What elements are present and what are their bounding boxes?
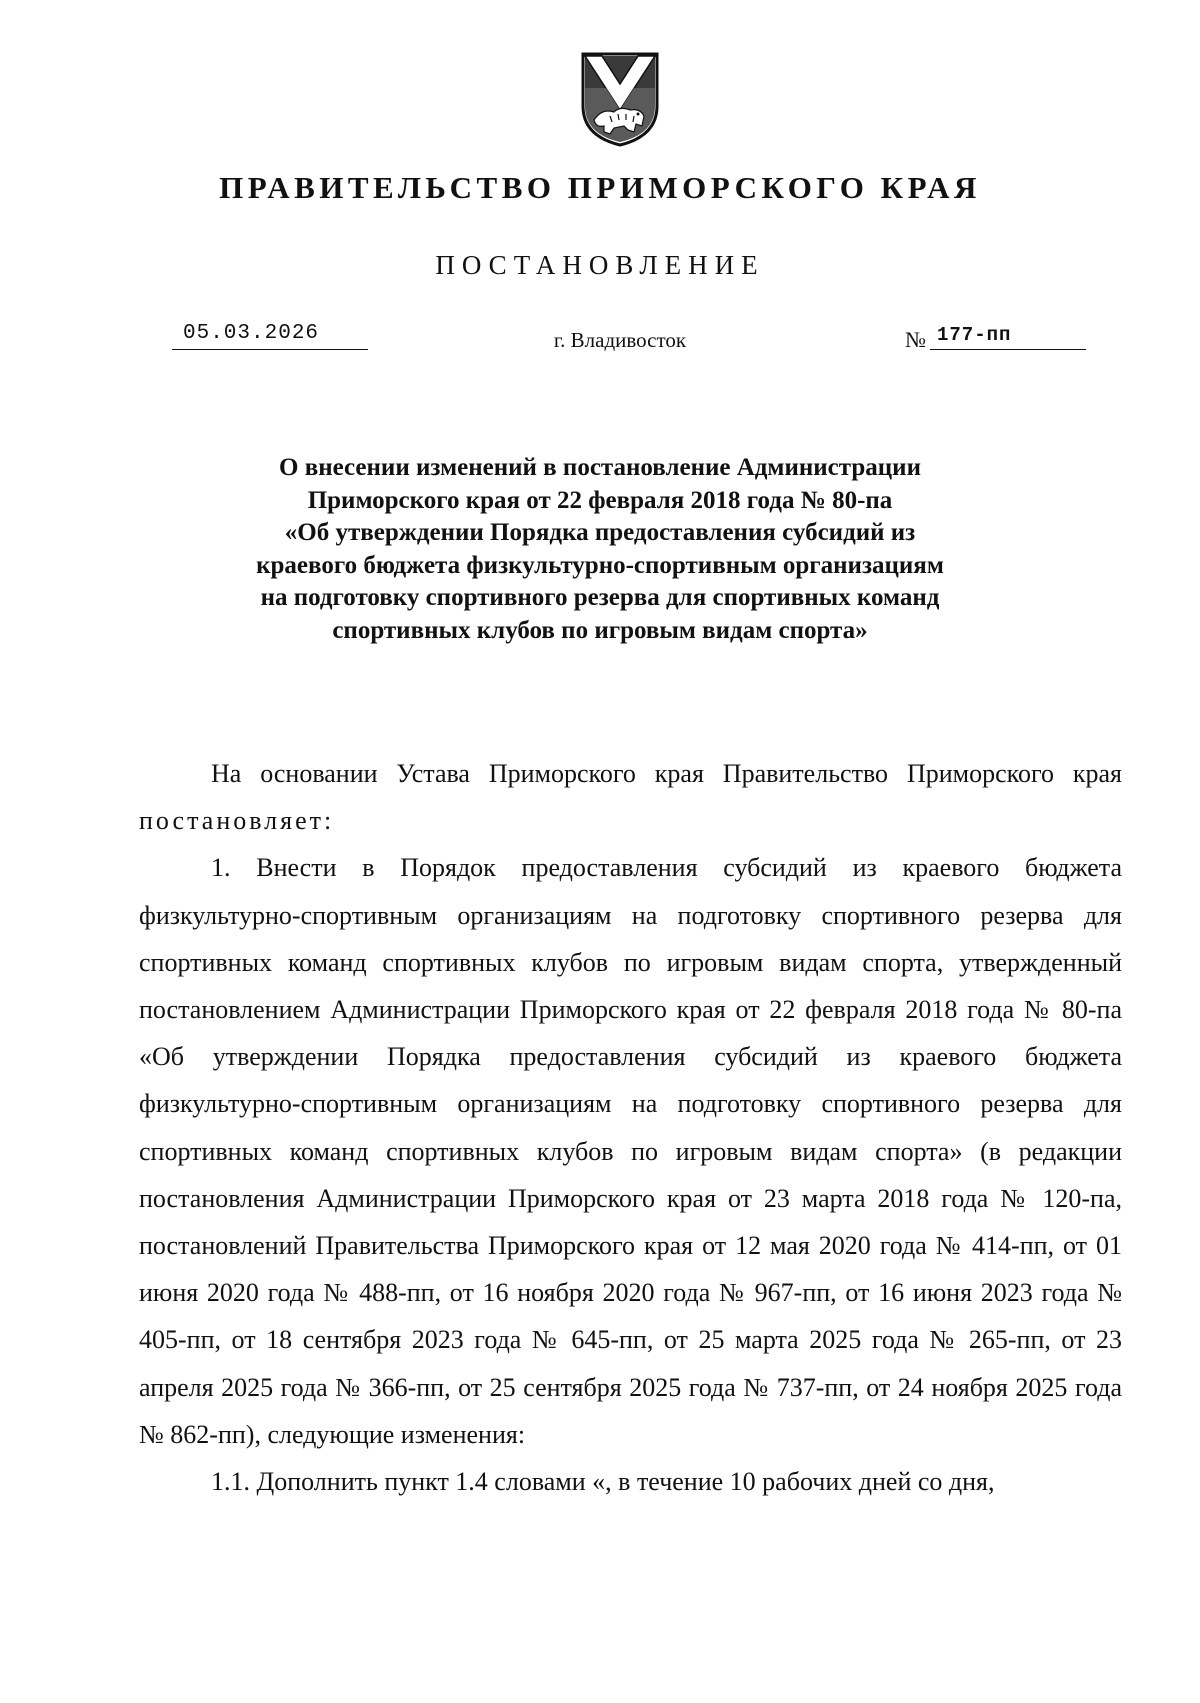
- intro-text: На основании Устава Приморского края Правительство Приморского края: [211, 759, 1122, 788]
- document-body: [139, 750, 1122, 1505]
- subject-line: «Об утверждении Порядка предоставления субсидий из: [284, 519, 916, 546]
- subject-line: краевого бюджета физкультурно-спортивным организациям: [256, 551, 944, 579]
- decree-word: постановляет:: [139, 806, 335, 836]
- subject-line: на подготовку спортивного резерва для спортивных команд: [260, 584, 940, 611]
- coat-of-arms-icon: [580, 48, 660, 148]
- document-subject: [150, 452, 1050, 647]
- intro-paragraph: [139, 750, 1122, 844]
- document-type: ПОСТАНОВЛЕНИЕ: [435, 250, 765, 280]
- paragraph-1: 1. Внести в Порядок предоставления субсидий из краевого бюджета физкультурно-спортивным организациям на подготовку спортивного резерва для спортивных команд спортивных клубов по игровым видам спорта, утвержденный постановлением Администрации Приморского края от 22 февраля 2018 года № 80-па «Об утверждении Порядка предоставления субсидий из краевого бюджета физкультурно-спортивным организациям на подготовку спортивного резерва для спортивных команд спортивных клубов по игровым видам спорта» (в редакции постановления Администрации Приморского края от 23 марта 2018 года № 120-па, постановлений Правительства Приморского края от 12 мая 2020 года № 414-пп, от 01 июня 2020 года № 488-пп, от 16 ноября 2020 года № 967-пп, от 16 июня 2023 года № 405-пп, от 18 сентября 2023 года № 645-пп, от 25 марта 2025 года № 265-пп, от 23 апреля 2025 года № 366-пп, от 25 сентября 2025 года № 737-пп, от 24 ноября 2025 года № 862-пп), следующие изменения:: [139, 853, 1122, 1449]
- number-label: №: [905, 327, 926, 352]
- paragraph-1-1: 1.1. Дополнить пункт 1.4 словами «, в течение 10 рабочих дней со дня,: [211, 1467, 995, 1497]
- document-date: 05.03.2026: [183, 322, 320, 345]
- government-title: ПРАВИТЕЛЬСТВО ПРИМОРСКОГО КРАЯ: [219, 170, 981, 205]
- subject-line: спортивных клубов по игровым видам спорта»: [332, 616, 868, 644]
- document-city: г. Владивосток: [553, 328, 687, 352]
- subject-line: О внесении изменений в постановление Администрации: [279, 454, 921, 481]
- document-number: 177-пп: [937, 324, 1012, 346]
- date-underline: [172, 349, 368, 350]
- subject-line: Приморского края от 22 февраля 2018 года № 80-па: [307, 486, 893, 514]
- number-underline: [930, 349, 1086, 350]
